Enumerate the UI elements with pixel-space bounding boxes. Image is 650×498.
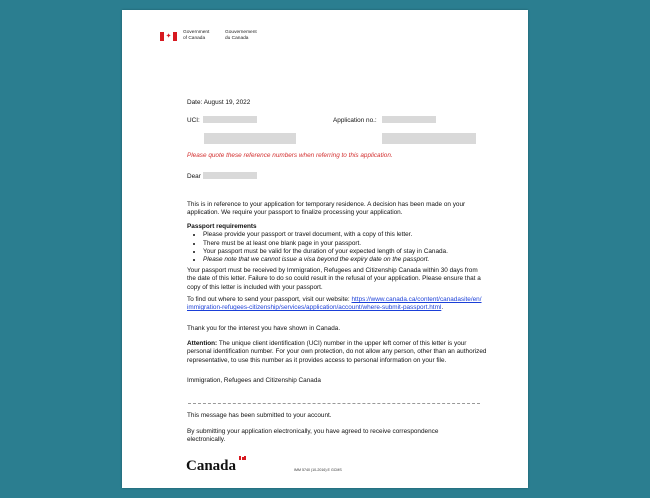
consent-notice: By submitting your application electronically, you have agreed to receive correspondence electronically. bbox=[187, 428, 439, 444]
thanks-paragraph: Thank you for the interest you have shown in Canada. bbox=[187, 325, 341, 332]
date-value: August 19, 2022 bbox=[203, 99, 251, 106]
date-line bbox=[187, 99, 250, 107]
quote-reference-notice: Please quote these reference numbers when referring to this application. bbox=[187, 152, 393, 159]
passport-requirements-section bbox=[187, 223, 487, 265]
uci-redacted bbox=[203, 116, 257, 123]
requirement-item: • Please provide your passport or travel document, with a copy of this letter. bbox=[203, 231, 487, 239]
application-number-redacted bbox=[382, 116, 436, 123]
requirement-note: • Please note that we cannot issue a visa beyond the expiry date on the passport. bbox=[203, 256, 487, 264]
recipient-name-redacted bbox=[203, 172, 257, 179]
requirement-item: • Your passport must be valid for the duration of your expected length of stay in Canada. bbox=[203, 248, 487, 256]
requirement-item: • There must be at least one blank page in your passport. bbox=[203, 240, 487, 248]
date-label: Date: bbox=[187, 99, 203, 106]
where-submit-passport-link[interactable]: https://www.canada.ca/content/canadasite/en/immigration-refugees-citizenship/services/application/account/where-submit-passport.html bbox=[187, 296, 482, 312]
attention-paragraph bbox=[187, 340, 487, 365]
find-out-paragraph bbox=[187, 296, 482, 313]
form-number: IMM 5740 (10-2016) E GCMS bbox=[294, 468, 342, 472]
requirements-list bbox=[187, 231, 487, 264]
canada-flag-icon: ✦ bbox=[160, 32, 177, 41]
government-of-canada-label: Government of Canada bbox=[183, 30, 210, 41]
barcode-redacted-right bbox=[382, 133, 476, 144]
letter-page bbox=[122, 10, 528, 488]
submitted-notice: This message has been submitted to your account. bbox=[187, 412, 332, 419]
dear-label: Dear bbox=[187, 173, 201, 180]
requirements-title: Passport requirements bbox=[187, 223, 257, 230]
signature-line: Immigration, Refugees and Citizenship Canada bbox=[187, 377, 321, 384]
canada-wordmark: Canada bbox=[186, 458, 237, 474]
deadline-paragraph: Your passport must be received by Immigration, Refugees and Citizenship Canada within 30 days from the date of this letter. Failure to do so could result in the refusal of your application. Please ensure that a copy of this letter is included with your passport. bbox=[187, 267, 481, 291]
application-number-label: Application no.: bbox=[333, 117, 377, 124]
barcode-redacted-left bbox=[204, 133, 296, 144]
gouvernement-du-canada-label: Gouvernement du Canada bbox=[225, 30, 257, 41]
divider bbox=[188, 403, 480, 404]
attention-text: The unique client identification (UCI) number in the upper left corner of this letter is your personal identification number. For your own protection, do not allow any person, other than an authorized representative, to use this number as it provides access to personal information on your file. bbox=[187, 340, 487, 364]
wordmark-flag-icon bbox=[239, 456, 246, 460]
find-out-text: To find out where to send your passport, visit our website: bbox=[187, 296, 350, 303]
uci-label: UCI: bbox=[187, 117, 200, 124]
period: . bbox=[441, 304, 444, 312]
attention-label: Attention: bbox=[187, 340, 218, 347]
intro-paragraph: This is in reference to your application for temporary residence. A decision has been made on your application. We require your passport to finalize processing your application. bbox=[187, 201, 466, 217]
